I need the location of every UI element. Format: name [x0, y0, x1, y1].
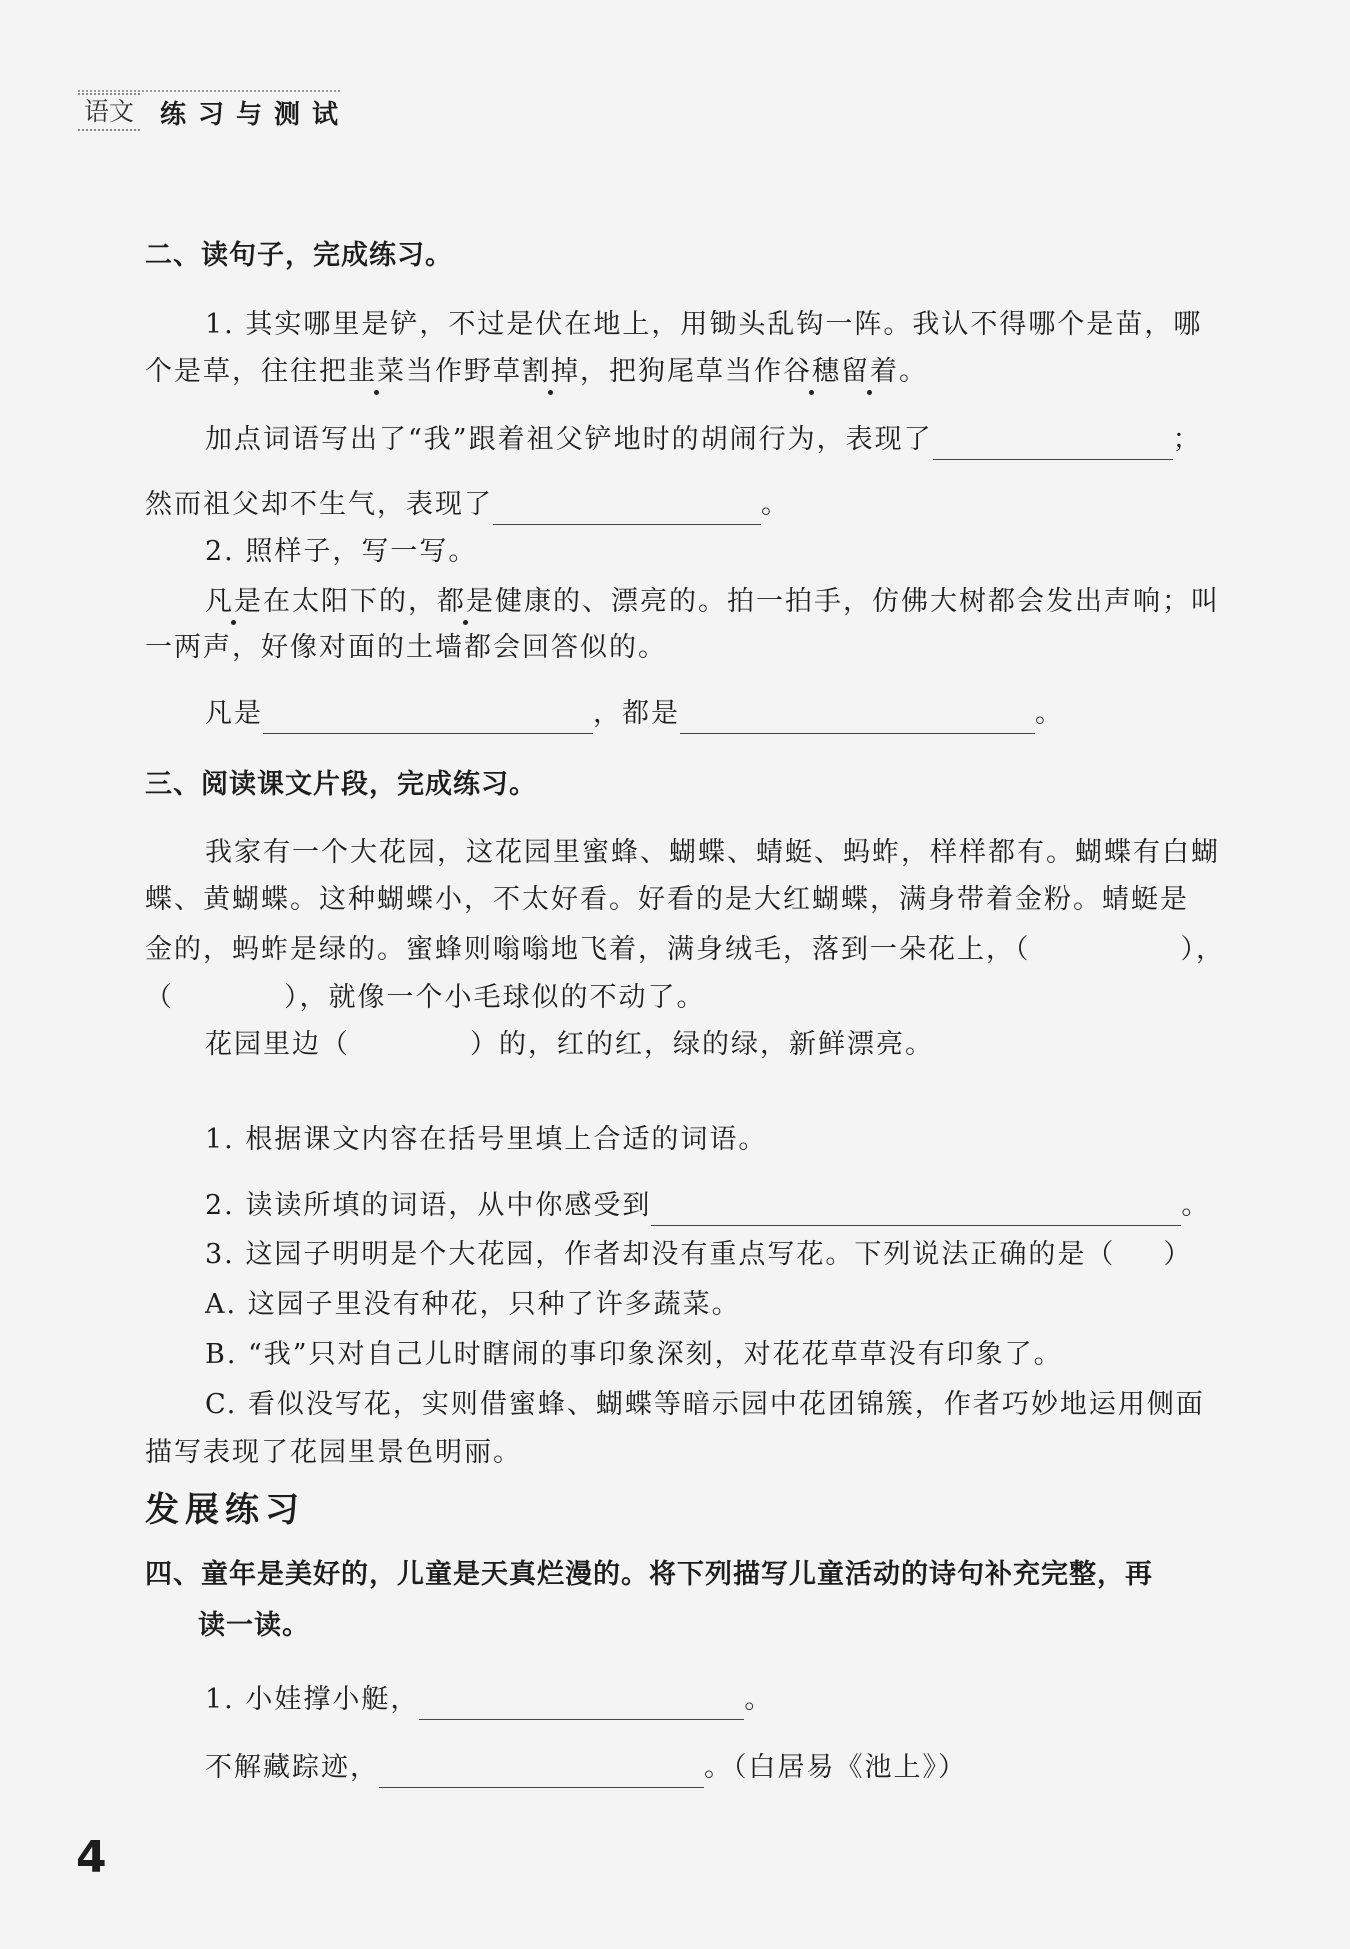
prompt-text: 加点词语写出了“我”跟着祖父铲地时的胡闹行为，表现了: [205, 424, 933, 455]
s4-q1-line2: [205, 1748, 967, 1788]
answer-blank[interactable]: [651, 1195, 1181, 1226]
dotted-word: 韭菜: [348, 356, 406, 387]
s2-q2-fill: [205, 694, 1064, 734]
prompt-text: 不解藏踪迹，: [205, 1752, 379, 1783]
text-run: 金的，蚂蚱是绿的。蜜蜂则嗡嗡地飞着，满身绒毛，落到一朵花上，（: [145, 934, 1031, 965]
answer-blank[interactable]: [680, 703, 1035, 734]
page-number: 4: [76, 1832, 107, 1883]
prompt-text: 2. 读读所填的词语，从中你感受到: [205, 1190, 652, 1221]
punct: 。: [1181, 1190, 1211, 1221]
s2-q1-prompt-b: [145, 485, 790, 525]
s3-option-c-line1: C. 看似没写花，实则借蜜蜂、蝴蝶等暗示园中花团锦簇，作者巧妙地运用侧面: [205, 1389, 1205, 1420]
s3-q2: [205, 1186, 1210, 1226]
text-run: ），就像一个小毛球似的不动了。: [284, 982, 706, 1013]
section-4-title-line2: 读一读。: [198, 1610, 310, 1641]
s3-passage-line3: [145, 930, 1225, 970]
subject-tag: 语文: [78, 93, 140, 131]
dotted-word: 谷穗: [783, 356, 841, 387]
dotted-word: 凡是: [205, 586, 263, 617]
punct: ）: [1163, 1239, 1193, 1270]
prompt-text: 凡是: [205, 698, 263, 729]
question-text: 3. 这园子明明是个大花园，作者却没有重点写花。下列说法正确的是（: [205, 1239, 1116, 1270]
prompt-text: ，都是: [593, 698, 680, 729]
dotted-word: 割掉: [522, 356, 580, 387]
punct: ；: [1172, 424, 1202, 455]
header-title: 练习与测试: [160, 99, 351, 130]
s2-q1-line2: [145, 352, 928, 392]
text-run: 个是草，往往把: [145, 356, 348, 387]
dotted-word: 都是: [437, 586, 495, 617]
text-run: 。: [899, 356, 928, 387]
s4-q1-line1: [205, 1680, 773, 1720]
answer-blank[interactable]: [419, 1689, 744, 1720]
text-run: ，把狗尾草当作: [580, 356, 783, 387]
answer-blank[interactable]: [493, 494, 761, 525]
section-4-title-line1: 四、童年是美好的，儿童是天真烂漫的。将下列描写儿童活动的诗句补充完整，再: [145, 1559, 1153, 1590]
answer-blank[interactable]: [379, 1757, 704, 1788]
prompt-text: 然而祖父却不生气，表现了: [145, 489, 493, 520]
s3-q3: [205, 1235, 1192, 1275]
page-header: [78, 92, 350, 132]
answer-blank[interactable]: [263, 703, 593, 734]
citation: 。（白居易《池上》）: [704, 1752, 967, 1783]
s3-passage-line4: [145, 978, 706, 1018]
s3-passage-line5: [205, 1025, 934, 1065]
section-3-title: 三、阅读课文片段，完成练习。: [145, 769, 537, 800]
text-run: 健康的、漂亮的。拍一拍手，仿佛大树都会发出声响；叫: [495, 586, 1220, 617]
s3-q1: 1. 根据课文内容在括号里填上合适的词语。: [205, 1124, 768, 1155]
s2-q1-prompt-a: [205, 420, 1202, 460]
punct: 。: [744, 1684, 774, 1715]
text-run: 花园里边（: [205, 1029, 350, 1060]
text-run: ），: [1180, 934, 1225, 965]
punct: 。: [1035, 698, 1064, 729]
text-run: 在太阳下的，: [263, 586, 437, 617]
section-2-title: 二、读句子，完成练习。: [145, 240, 453, 271]
s2-q2-example-line1: [205, 582, 1220, 622]
text-run: ）的，红的红，绿的绿，新鲜漂亮。: [470, 1029, 934, 1060]
punct: 。: [761, 489, 790, 520]
s2-q1-line1: 1. 其实哪里是铲，不过是伏在地上，用锄头乱钩一阵。我认不得哪个是苗，哪: [205, 309, 1203, 340]
s3-option-a: A. 这园子里没有种花，只种了许多蔬菜。: [205, 1289, 741, 1320]
s2-q2-example-line2: 一两声，好像对面的土墙都会回答似的。: [145, 632, 667, 663]
s3-option-b: B. “我”只对自己儿时瞎闹的事印象深刻，对花花草草没有印象了。: [205, 1339, 1063, 1370]
text-run: （: [145, 982, 174, 1013]
s3-passage-line1: 我家有一个大花园，这花园里蜜蜂、蝴蝶、蜻蜓、蚂蚱，样样都有。蝴蝶有白蝴: [205, 837, 1220, 868]
s2-q2-title: 2. 照样子，写一写。: [205, 536, 478, 567]
answer-blank[interactable]: [933, 429, 1173, 460]
dotted-word: 留着: [841, 356, 899, 387]
development-section-title: 发展练习: [145, 1490, 305, 1530]
s3-passage-line2: 蝶、黄蝴蝶。这种蝴蝶小，不太好看。好看的是大红蝴蝶，满身带着金粉。蜻蜓是: [145, 884, 1189, 915]
prompt-text: 1. 小娃撑小艇，: [205, 1684, 420, 1715]
text-run: 当作野草: [406, 356, 522, 387]
s3-option-c-line2: 描写表现了花园里景色明丽。: [145, 1437, 522, 1468]
